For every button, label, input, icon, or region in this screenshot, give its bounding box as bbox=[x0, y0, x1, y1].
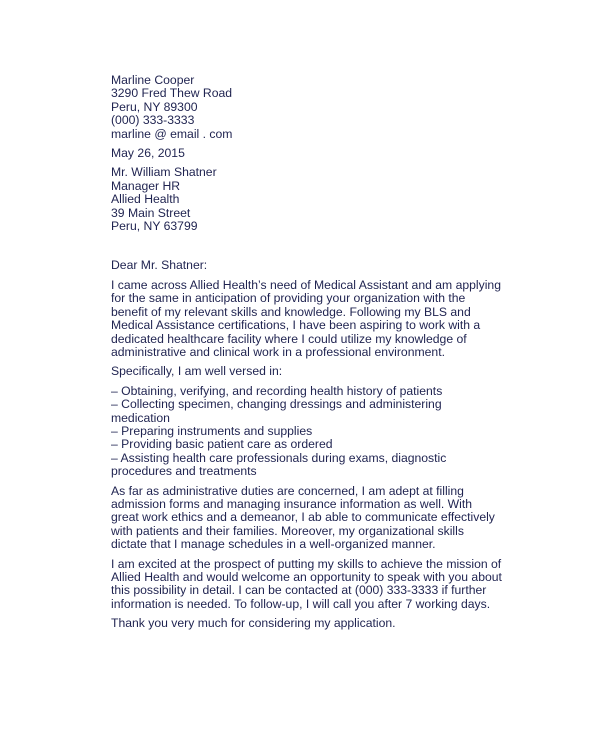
text-line: information is needed. To follow-up, I will call you after 7 working days. bbox=[111, 596, 491, 611]
recipient-title: Manager HR bbox=[111, 178, 181, 193]
list-item: procedures and treatments bbox=[111, 464, 257, 479]
sender-email: marline @ email . com bbox=[111, 126, 233, 141]
letter-body bbox=[111, 74, 511, 631]
text-line: I came across Allied Health’s need of Medical Assistant and am applying bbox=[111, 277, 501, 292]
sender-street: 3290 Fred Thew Road bbox=[111, 86, 233, 101]
recipient-company: Allied Health bbox=[111, 192, 180, 207]
skills-list bbox=[111, 385, 511, 479]
list-item: – Providing basic patient care as ordered bbox=[111, 437, 333, 452]
list-item: – Collecting specimen, changing dressings and administering bbox=[111, 397, 442, 412]
text-line: I am excited at the prospect of putting my skills to achieve the mission of bbox=[111, 556, 502, 571]
recipient-name: Mr. William Shatner bbox=[111, 165, 217, 180]
text-line: admission forms and managing insurance information as well. With bbox=[111, 496, 473, 511]
sender-city: Peru, NY 89300 bbox=[111, 99, 198, 114]
text-line: dedicated healthcare facility where I could utilize my knowledge of bbox=[111, 331, 467, 346]
text-line: for the same in anticipation of providing your organization with the bbox=[111, 291, 466, 306]
paragraph-intro bbox=[111, 279, 511, 359]
recipient-block bbox=[111, 166, 511, 233]
text-line: this possibility in detail. I can be contacted at (000) 333-3333 if further bbox=[111, 583, 487, 598]
list-item: medication bbox=[111, 410, 170, 425]
list-intro: Specifically, I am well versed in: bbox=[111, 364, 283, 379]
sender-phone: (000) 333-3333 bbox=[111, 113, 195, 128]
sender-name: Marline Cooper bbox=[111, 73, 195, 87]
text-line: As far as administrative duties are concerned, I am adept at filling bbox=[111, 483, 464, 498]
sender-block bbox=[111, 74, 511, 141]
text-line: with patients and their families. Moreover, my organizational skills bbox=[111, 523, 464, 538]
letter-date: May 26, 2015 bbox=[111, 146, 185, 161]
paragraph-admin bbox=[111, 485, 511, 552]
text-line: benefit of my relevant skills and knowledge. Following my BLS and bbox=[111, 304, 471, 319]
recipient-street: 39 Main Street bbox=[111, 205, 191, 220]
text-line: dictate that I manage schedules in a well-organized manner. bbox=[111, 537, 436, 552]
paragraph-closing bbox=[111, 558, 511, 612]
text-line: Medical Assistance certifications, I have been aspiring to work with a bbox=[111, 318, 481, 333]
text-line: great work ethics and a demeanor, I ab able to communicate effectively bbox=[111, 510, 495, 525]
list-item: – Assisting health care professionals during exams, diagnostic bbox=[111, 450, 447, 465]
list-item: – Obtaining, verifying, and recording health history of patients bbox=[111, 383, 443, 398]
spacer bbox=[111, 233, 511, 259]
salutation: Dear Mr. Shatner: bbox=[111, 258, 208, 273]
closing-line: Thank you very much for considering my application. bbox=[111, 616, 396, 631]
text-line: administrative and clinical work in a professional environment. bbox=[111, 344, 445, 359]
recipient-city: Peru, NY 63799 bbox=[111, 219, 198, 234]
list-item: – Preparing instruments and supplies bbox=[111, 423, 313, 438]
text-line: Allied Health and would welcome an opportunity to speak with you about bbox=[111, 570, 502, 584]
